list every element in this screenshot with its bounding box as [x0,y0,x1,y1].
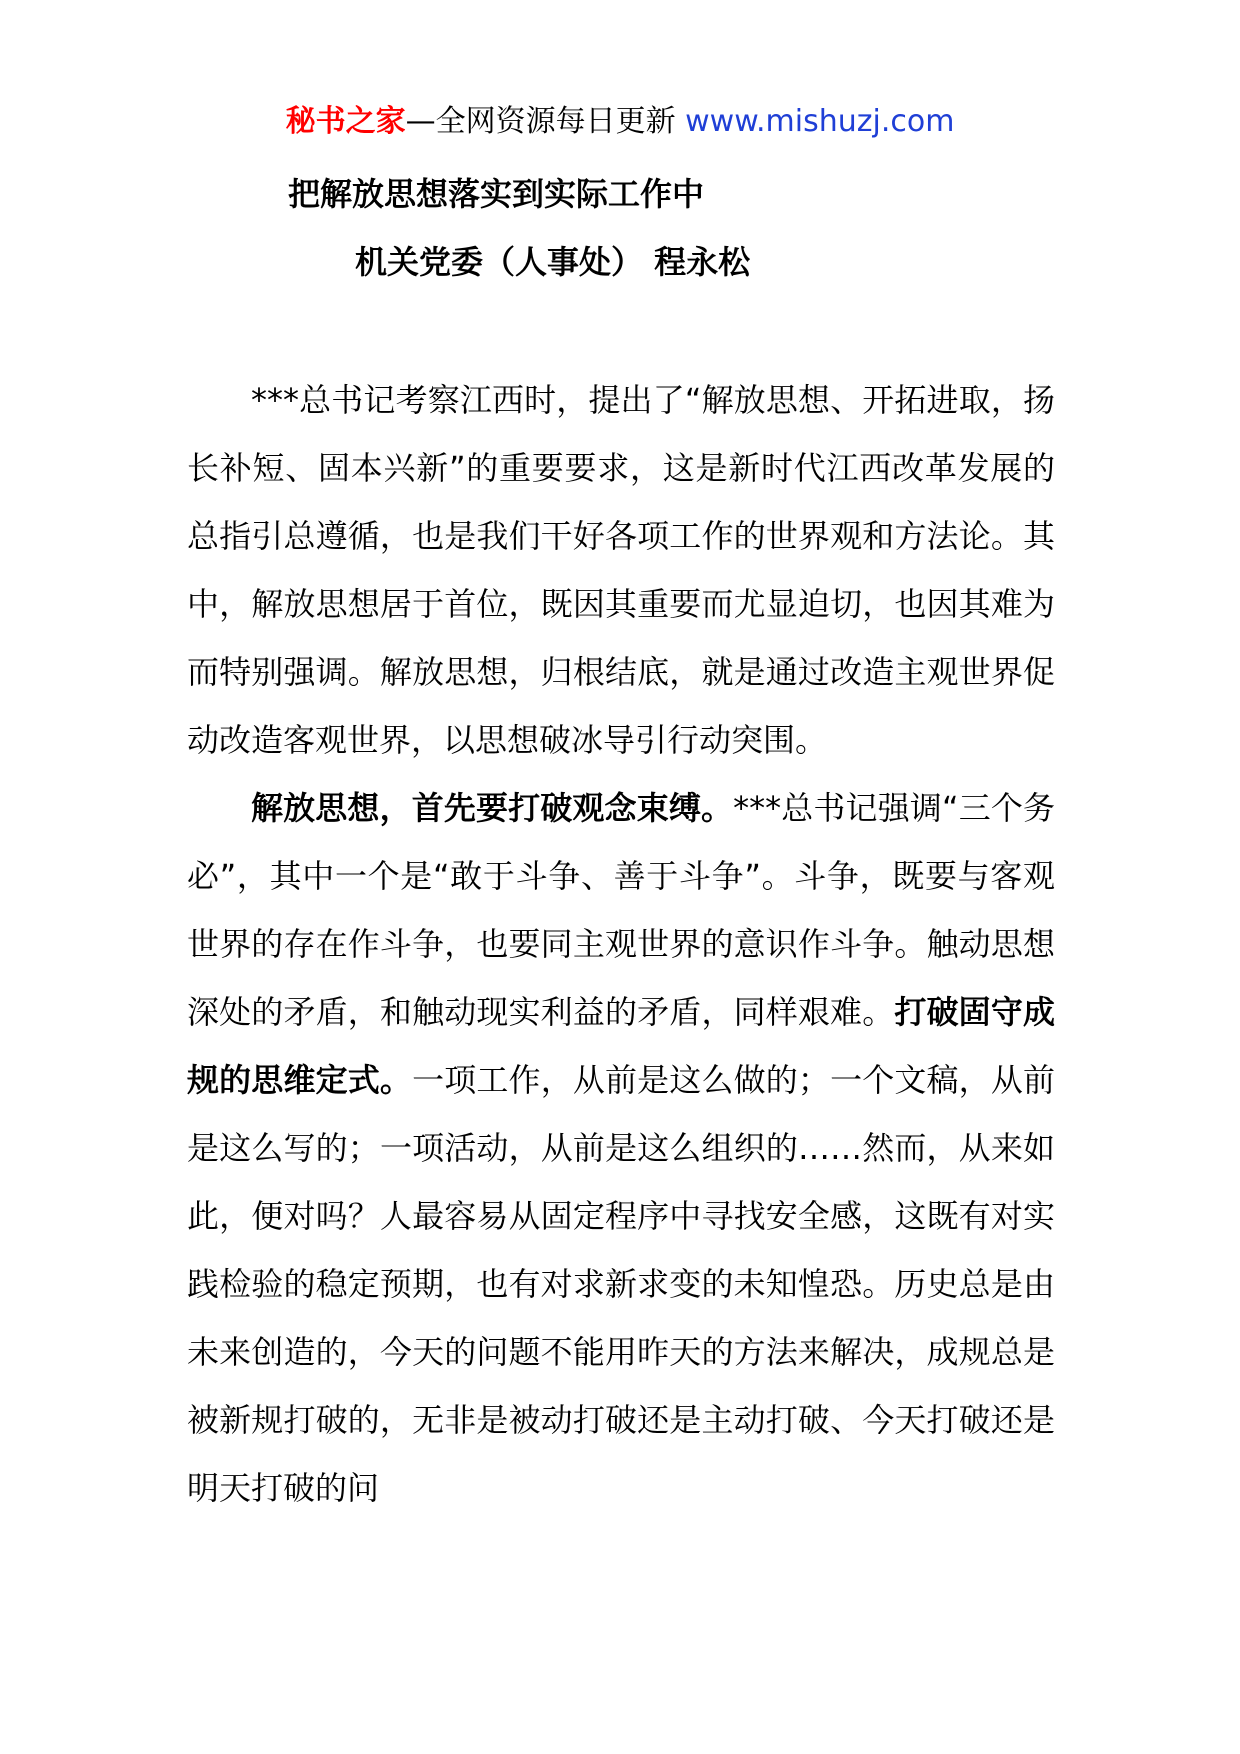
document-title: 把解放思想落实到实际工作中 [288,175,705,213]
paragraph-2-bold-mid: 打破固守成规的思维定式。 [187,993,1055,1099]
banner-tagline: —全网资源每日更新 [405,104,686,139]
paragraph-2 [187,774,1055,1522]
paragraph-2-text-b: 一项工作，从前是这么做的；一个文稿，从前是这么写的；一项活动，从前是这么组织的……然而，从来如此，便对吗？人最容易从固定程序中寻找安全感，这既有对实践检验的稳定预期，也有对求新求变的未知惶恐。历史总是由未来创造的，今天的问题不能用昨天的方法来解决，成规总是被新规打破的，无非是被动打破还是主动打破、今天打破还是明天打破的问 [187,1061,1055,1507]
brand-name: 秘书之家 [285,104,406,139]
paragraph-2-bold-lead: 解放思想，首先要打破观念束缚。 [251,789,734,827]
site-url-link[interactable]: www.mishuzj.com [685,104,955,139]
site-banner [0,100,1240,144]
document-body [187,366,1055,1522]
document-author: 机关党委（人事处） 程永松 [355,243,751,281]
paragraph-1: ***总书记考察江西时，提出了“解放思想、开拓进取，扬长补短、固本兴新”的重要要求，这是新时代江西改革发展的总指引总遵循，也是我们干好各项工作的世界观和方法论。其中，解放思想居于首位，既因其重要而尤显迫切，也因其难为而特别强调。解放思想，归根结底，就是通过改造主观世界促动改造客观世界，以思想破冰导引行动突围。 [187,381,1055,759]
paragraph-2-text-a: ***总书记强调“三个务必”，其中一个是“敢于斗争、善于斗争”。斗争，既要与客观世界的存在作斗争，也要同主观世界的意识作斗争。触动思想深处的矛盾，和触动现实利益的矛盾，同样艰难。 [187,789,1055,1031]
